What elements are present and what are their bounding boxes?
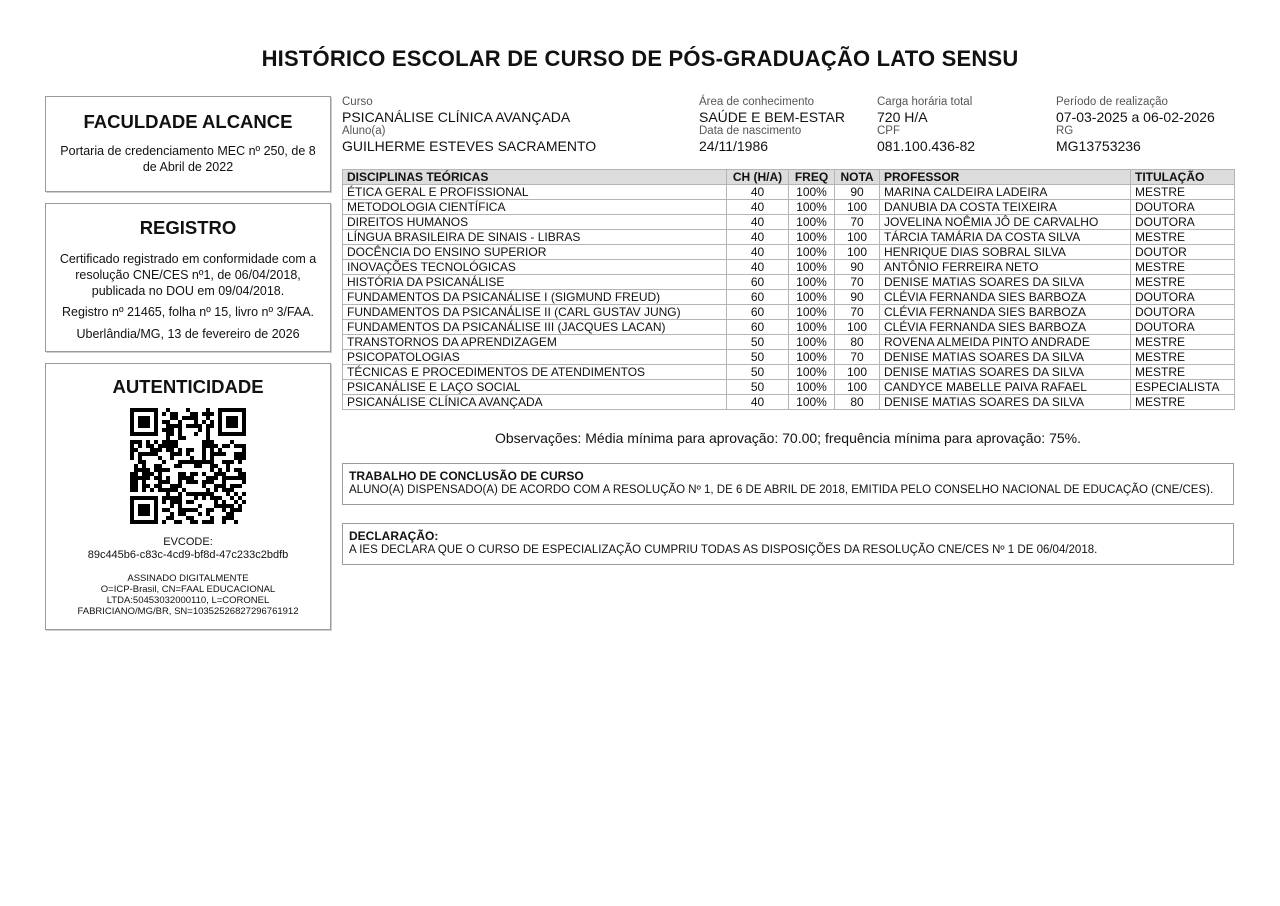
cell-frequency: 100% — [789, 200, 835, 215]
column-header-professor: PROFESSOR — [880, 170, 1131, 185]
cell-professor: MARINA CALDEIRA LADEIRA — [880, 185, 1131, 200]
cell-grade: 100 — [835, 365, 880, 380]
cell-discipline: ÉTICA GERAL E PROFISSIONAL — [343, 185, 727, 200]
institution-name: FACULDADE ALCANCE — [83, 111, 293, 132]
cell-discipline: LÍNGUA BRASILEIRA DE SINAIS - LIBRAS — [343, 230, 727, 245]
table-body — [343, 185, 1235, 410]
table-row — [343, 290, 1235, 305]
cell-hours: 50 — [727, 335, 789, 350]
cell-grade: 90 — [835, 185, 880, 200]
cell-grade: 80 — [835, 335, 880, 350]
cell-grade: 90 — [835, 290, 880, 305]
rg-value: MG13753236 — [1056, 138, 1141, 154]
cell-hours: 40 — [727, 245, 789, 260]
cell-title: DOUTORA — [1131, 215, 1235, 230]
cell-professor: ROVENA ALMEIDA PINTO ANDRADE — [880, 335, 1131, 350]
birth-label: Data de nascimento — [699, 125, 802, 137]
table-row — [343, 260, 1235, 275]
cell-frequency: 100% — [789, 230, 835, 245]
registry-statement: Certificado registrado em conformidade com a resolução CNE/CES nº1, de 06/04/2018, publicada no DOU em 09/04/2018. — [59, 252, 317, 298]
cell-frequency: 100% — [789, 185, 835, 200]
cell-frequency: 100% — [789, 335, 835, 350]
signed-label: ASSINADO DIGITALMENTE — [127, 573, 249, 584]
cell-frequency: 100% — [789, 365, 835, 380]
cell-title: MESTRE — [1131, 350, 1235, 365]
cell-professor: CLÉVIA FERNANDA SIES BARBOZA — [880, 305, 1131, 320]
evcode-label: EVCODE: — [163, 536, 213, 548]
cell-frequency: 100% — [789, 395, 835, 410]
birth-value: 24/11/1986 — [699, 138, 769, 154]
column-header-frequency: FREQ — [789, 170, 835, 185]
cell-hours: 40 — [727, 260, 789, 275]
cell-professor: CLÉVIA FERNANDA SIES BARBOZA — [880, 320, 1131, 335]
area-value: SAÚDE E BEM-ESTAR — [699, 109, 845, 125]
cell-professor: CANDYCE MABELLE PAIVA RAFAEL — [880, 380, 1131, 395]
registry-box — [45, 203, 331, 352]
cell-professor: DENISE MATIAS SOARES DA SILVA — [880, 365, 1131, 380]
course-info-col-period — [1056, 96, 1215, 154]
authenticity-box — [45, 363, 331, 630]
cell-discipline: TRANSTORNOS DA APRENDIZAGEM — [343, 335, 727, 350]
table-row — [343, 230, 1235, 245]
student-value: GUILHERME ESTEVES SACRAMENTO — [342, 138, 597, 154]
table-row — [343, 305, 1235, 320]
grades-table — [342, 169, 1235, 410]
cell-grade: 70 — [835, 350, 880, 365]
course-info-col-hours — [877, 96, 975, 154]
cell-hours: 40 — [727, 185, 789, 200]
registry-place-date: Uberlândia/MG, 13 de fevereiro de 2026 — [76, 327, 300, 341]
cell-frequency: 100% — [789, 305, 835, 320]
table-row — [343, 200, 1235, 215]
hours-value: 720 H/A — [877, 109, 928, 125]
sidebar — [45, 96, 331, 630]
cell-hours: 60 — [727, 305, 789, 320]
cell-title: DOUTORA — [1131, 200, 1235, 215]
cell-frequency: 100% — [789, 260, 835, 275]
column-header-title: TITULAÇÃO — [1131, 170, 1235, 185]
tcc-text: ALUNO(A) DISPENSADO(A) DE ACORDO COM A RESOLUÇÃO Nº 1, DE 6 DE ABRIL DE 2018, EMITIDA PELO CONSELHO NACIONAL DE EDUCAÇÃO (CNE/CES). — [349, 484, 1214, 496]
column-header-discipline: DISCIPLINAS TEÓRICAS — [343, 170, 727, 185]
cell-frequency: 100% — [789, 215, 835, 230]
declaration-text: A IES DECLARA QUE O CURSO DE ESPECIALIZAÇÃO CUMPRIU TODAS AS DISPOSIÇÕES DA RESOLUÇÃO CNE/CES Nº 1 DE 06/04/2018. — [349, 544, 1098, 556]
cell-professor: CLÉVIA FERNANDA SIES BARBOZA — [880, 290, 1131, 305]
cell-frequency: 100% — [789, 380, 835, 395]
cell-discipline: PSICOPATOLOGIAS — [343, 350, 727, 365]
authenticity-heading: AUTENTICIDADE — [112, 376, 264, 397]
course-info-col-area — [699, 96, 845, 154]
table-row — [343, 335, 1235, 350]
course-info — [342, 96, 1234, 154]
page-title: HISTÓRICO ESCOLAR DE CURSO DE PÓS-GRADUAÇÃO LATO SENSU — [261, 46, 1019, 71]
cell-professor: DENISE MATIAS SOARES DA SILVA — [880, 395, 1131, 410]
table-row — [343, 350, 1235, 365]
cell-hours: 50 — [727, 350, 789, 365]
cell-grade: 100 — [835, 380, 880, 395]
cell-grade: 100 — [835, 320, 880, 335]
table-header-row — [343, 170, 1235, 185]
cell-professor: DANUBIA DA COSTA TEIXEIRA — [880, 200, 1131, 215]
declaration-title: DECLARAÇÃO: — [349, 529, 439, 543]
cell-title: DOUTORA — [1131, 320, 1235, 335]
cell-frequency: 100% — [789, 320, 835, 335]
rg-label: RG — [1056, 125, 1074, 137]
cell-professor: JOVELINA NOÊMIA JÔ DE CARVALHO — [880, 215, 1131, 230]
cell-grade: 100 — [835, 200, 880, 215]
cell-discipline: PSICANÁLISE E LAÇO SOCIAL — [343, 380, 727, 395]
table-row — [343, 275, 1235, 290]
cell-professor: TÁRCIA TAMÁRIA DA COSTA SILVA — [880, 230, 1131, 245]
cell-title: MESTRE — [1131, 335, 1235, 350]
cell-grade: 100 — [835, 245, 880, 260]
cell-title: MESTRE — [1131, 365, 1235, 380]
period-value: 07-03-2025 a 06-02-2026 — [1056, 109, 1215, 125]
area-label: Área de conhecimento — [699, 96, 815, 108]
registry-heading: REGISTRO — [139, 217, 237, 238]
cell-hours: 40 — [727, 395, 789, 410]
cell-title: MESTRE — [1131, 185, 1235, 200]
cell-title: MESTRE — [1131, 395, 1235, 410]
institution-box — [45, 96, 331, 192]
cell-grade: 100 — [835, 230, 880, 245]
cell-grade: 70 — [835, 275, 880, 290]
table-row — [343, 245, 1235, 260]
cell-discipline: FUNDAMENTOS DA PSICANÁLISE III (JACQUES LACAN) — [343, 320, 727, 335]
hours-label: Carga horária total — [877, 96, 973, 108]
course-label: Curso — [342, 96, 373, 108]
period-label: Período de realização — [1056, 96, 1168, 108]
table-row — [343, 395, 1235, 410]
cell-professor: HENRIQUE DIAS SOBRAL SILVA — [880, 245, 1131, 260]
cell-grade: 70 — [835, 305, 880, 320]
declaration-box — [342, 523, 1234, 565]
cell-grade: 70 — [835, 215, 880, 230]
cell-professor: DENISE MATIAS SOARES DA SILVA — [880, 350, 1131, 365]
cell-discipline: HISTÓRIA DA PSICANÁLISE — [343, 275, 727, 290]
cell-hours: 50 — [727, 365, 789, 380]
cell-discipline: DIREITOS HUMANOS — [343, 215, 727, 230]
table-row — [343, 365, 1235, 380]
cell-frequency: 100% — [789, 275, 835, 290]
column-header-hours: CH (H/A) — [727, 170, 789, 185]
cell-title: MESTRE — [1131, 260, 1235, 275]
table-row — [343, 320, 1235, 335]
registry-record: Registro nº 21465, folha nº 15, livro nº 3/FAA. — [61, 305, 315, 319]
cell-discipline: DOCÊNCIA DO ENSINO SUPERIOR — [343, 245, 727, 260]
cell-grade: 90 — [835, 260, 880, 275]
tcc-title: TRABALHO DE CONCLUSÃO DE CURSO — [349, 469, 584, 483]
tcc-box — [342, 463, 1234, 505]
cell-hours: 40 — [727, 215, 789, 230]
cell-title: DOUTORA — [1131, 290, 1235, 305]
cell-discipline: INOVAÇÕES TECNOLÓGICAS — [343, 260, 727, 275]
cell-title: MESTRE — [1131, 230, 1235, 245]
cell-title: ESPECIALISTA — [1131, 380, 1235, 395]
cell-discipline: PSICANÁLISE CLÍNICA AVANÇADA — [343, 395, 727, 410]
cell-hours: 40 — [727, 200, 789, 215]
cell-professor: ANTÔNIO FERREIRA NETO — [880, 260, 1131, 275]
table-row — [343, 185, 1235, 200]
course-info-col-course — [342, 96, 596, 154]
cell-hours: 60 — [727, 320, 789, 335]
course-value: PSICANÁLISE CLÍNICA AVANÇADA — [342, 109, 571, 125]
cell-discipline: METODOLOGIA CIENTÍFICA — [343, 200, 727, 215]
cell-hours: 50 — [727, 380, 789, 395]
cell-professor: DENISE MATIAS SOARES DA SILVA — [880, 275, 1131, 290]
cell-discipline: FUNDAMENTOS DA PSICANÁLISE II (CARL GUSTAV JUNG) — [343, 305, 727, 320]
cell-grade: 80 — [835, 395, 880, 410]
cell-title: MESTRE — [1131, 275, 1235, 290]
cell-hours: 60 — [727, 275, 789, 290]
cell-discipline: TÉCNICAS E PROCEDIMENTOS DE ATENDIMENTOS — [343, 365, 727, 380]
signed-details: O=ICP-Brasil, CN=FAAL EDUCACIONAL LTDA:50453032000110, L=CORONEL FABRICIANO/MG/BR, SN=1035252682729676191​2 — [77, 584, 299, 617]
observations-text: Observações: Média mínima para aprovação: 70.00; frequência mínima para aprovação: 75%. — [495, 430, 1081, 446]
cell-hours: 40 — [727, 230, 789, 245]
cpf-label: CPF — [877, 125, 900, 137]
cell-discipline: FUNDAMENTOS DA PSICANÁLISE I (SIGMUND FREUD) — [343, 290, 727, 305]
cell-title: DOUTOR — [1131, 245, 1235, 260]
student-label: Aluno(a) — [342, 125, 386, 137]
qr-code-icon[interactable] — [130, 408, 246, 524]
cpf-value: 081.100.436-82 — [877, 138, 976, 154]
table-row — [343, 215, 1235, 230]
cell-hours: 60 — [727, 290, 789, 305]
table-row — [343, 380, 1235, 395]
accreditation-text: Portaria de credenciamento MEC nº 250, de 8 de Abril de 2022 — [60, 144, 316, 174]
cell-frequency: 100% — [789, 350, 835, 365]
cell-title: DOUTORA — [1131, 305, 1235, 320]
evcode-value: 89c445b6-c83c-4cd9-bf8d-47c233c2bdfb — [87, 549, 289, 561]
cell-frequency: 100% — [789, 245, 835, 260]
column-header-grade: NOTA — [835, 170, 880, 185]
cell-frequency: 100% — [789, 290, 835, 305]
